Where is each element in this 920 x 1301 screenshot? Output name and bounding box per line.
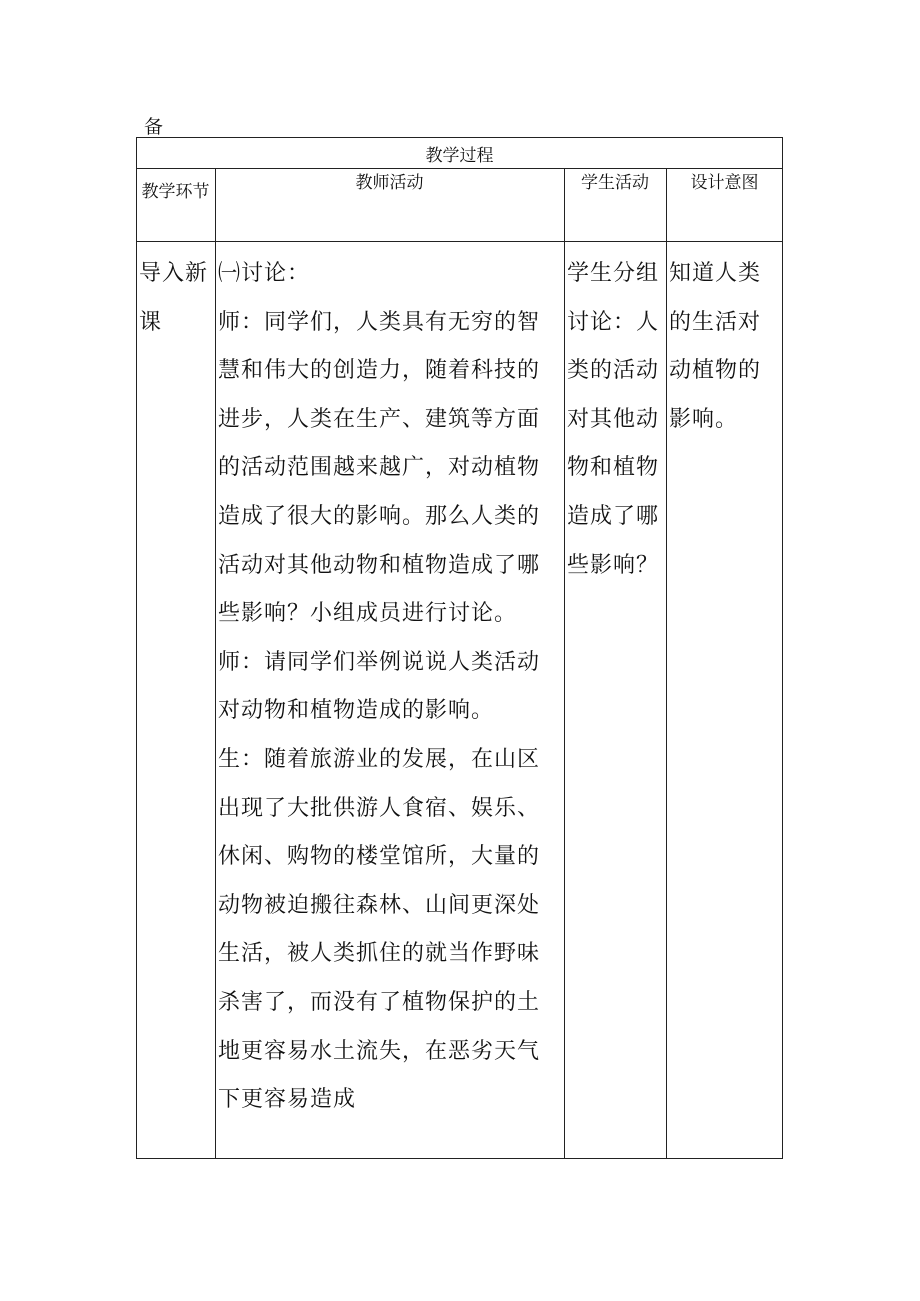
student-line: 讨论：人 <box>567 309 660 335</box>
teacher-line: 休闲、购物的楼堂馆所，大量的 <box>218 844 541 870</box>
rule-under-headers <box>136 241 783 242</box>
student-line: 学生分组 <box>567 261 660 286</box>
teacher-line: 杀害了，而没有了植物保护的土 <box>218 989 541 1015</box>
teacher-line: 下更容易造成 <box>218 1087 357 1113</box>
header-fragment: 备 <box>144 116 164 138</box>
teacher-line: 师：同学们，人类具有无穷的智 <box>218 309 541 335</box>
teacher-line: 地更容易水土流失，在恶劣天气 <box>218 1038 541 1064</box>
teacher-line: 生：随着旅游业的发展，在山区 <box>218 746 541 772</box>
teacher-line: 生活，被人类抓住的就当作野味 <box>218 941 541 967</box>
student-line: 造成了哪 <box>567 503 660 529</box>
table-title: 教学过程 <box>425 146 494 166</box>
column-divider-2 <box>564 168 565 1159</box>
rule-under-title <box>136 168 783 169</box>
student-line: 物和植物 <box>567 455 660 481</box>
student-activity-cell <box>567 250 665 590</box>
teacher-line: 造成了很大的影响。那么人类的 <box>218 503 541 529</box>
stage-line: 导入新 <box>139 261 209 286</box>
teacher-line: 进步，人类在生产、建筑等方面 <box>218 406 541 432</box>
teacher-line: 活动对其他动物和植物造成了哪 <box>218 552 541 578</box>
column-divider-3 <box>666 168 667 1159</box>
teacher-activity-cell <box>218 250 563 1125</box>
teacher-line: 些影响？小组成员进行讨论。 <box>218 601 518 627</box>
header-design-intent: 设计意图 <box>690 173 759 193</box>
header-student-activity: 学生活动 <box>581 173 649 193</box>
intent-line: 影响。 <box>669 406 739 432</box>
intent-line: 知道人类 <box>669 261 762 286</box>
teacher-line: 师：请同学们举例说说人类活动 <box>218 649 541 675</box>
teacher-line: 动物被迫搬往森林、山间更深处 <box>218 892 541 918</box>
header-teacher-activity: 教师活动 <box>355 173 424 193</box>
design-intent-cell <box>669 250 781 444</box>
teacher-line: 慧和伟大的创造力，随着科技的 <box>218 358 541 384</box>
stage-line: 课 <box>139 309 163 335</box>
student-line: 些影响？ <box>567 552 660 578</box>
intent-line: 动植物的 <box>669 358 762 384</box>
teacher-line: 的活动范围越来越广，对动植物 <box>218 455 541 481</box>
column-divider-1 <box>215 168 216 1159</box>
stage-cell <box>139 250 215 347</box>
teacher-line: 对动物和植物造成的影响。 <box>218 698 495 724</box>
teacher-line: ㈠讨论： <box>218 261 311 286</box>
student-line: 类的活动 <box>567 358 660 384</box>
teacher-line: 出现了大批供游人食宿、娱乐、 <box>218 795 541 821</box>
intent-line: 的生活对 <box>669 309 762 335</box>
student-line: 对其他动 <box>567 406 660 432</box>
header-stage: 教学环节 <box>141 182 210 202</box>
